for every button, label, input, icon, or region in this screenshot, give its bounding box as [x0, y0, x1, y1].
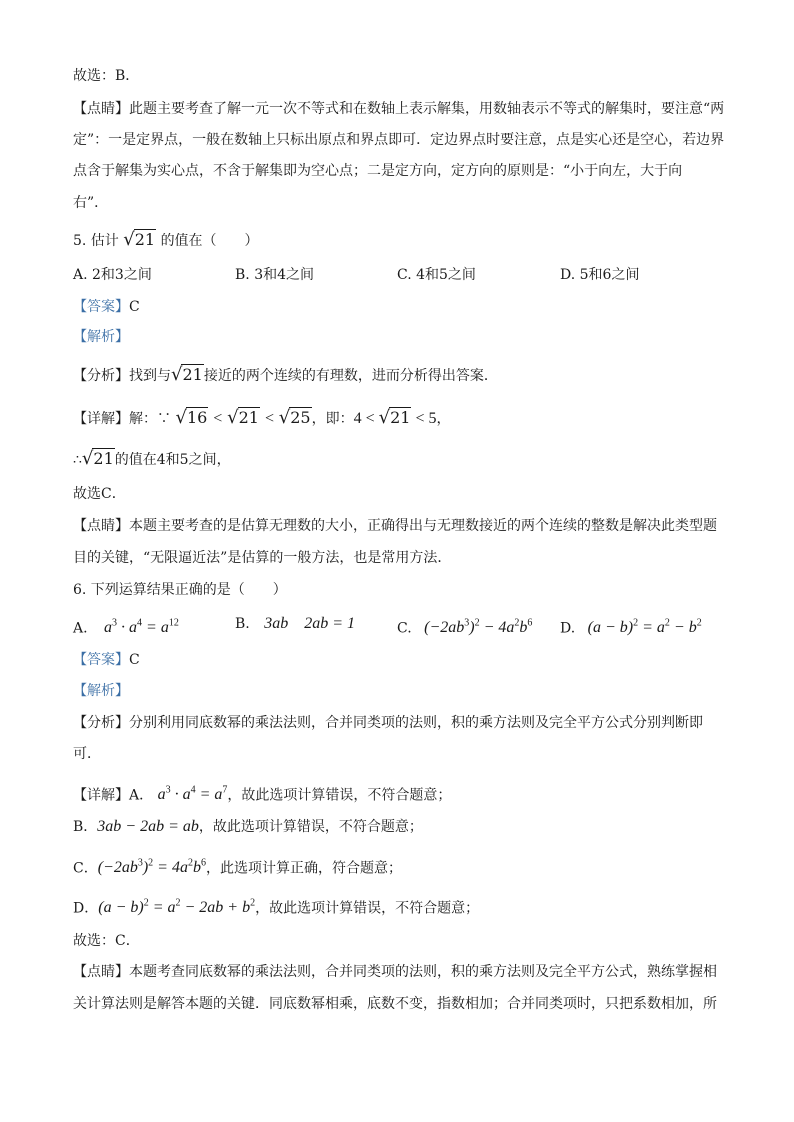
analysis-tag: 【解析】	[73, 683, 129, 699]
solution-line: 【详解】解：∵ √16 < √21 < √25，即：4 < √21 < 5，	[73, 407, 451, 428]
sqrt-expression: √16	[175, 407, 208, 428]
solution-line: ∴√21的值在4和5之间，	[73, 448, 231, 469]
text-line: 故选C．	[73, 486, 126, 502]
answer-line: 【答案】C	[73, 299, 140, 315]
option-c: C. $(-2ab^3)^2 - 4a^2b^6$	[397, 618, 533, 637]
option-d: D. $(a - b)^2 = a^2 - b^2$	[560, 618, 702, 637]
sqrt-expression: √21	[123, 229, 156, 250]
option-a: A. 2和3之间	[73, 267, 152, 283]
sqrt-expression: √21	[378, 407, 411, 428]
option-b: B. 3ab 2ab = 1	[235, 615, 356, 632]
sqrt-expression: √21	[171, 364, 203, 385]
sqrt-expression: √21	[227, 407, 259, 428]
text-line: 故选：C．	[73, 933, 140, 949]
text-line: 目的关键，“无限逼近法”是估算的一般方法，也是常用方法．	[73, 550, 452, 566]
answer-tag: 【答案】	[73, 652, 129, 668]
option-b: B. 3和4之间	[235, 267, 315, 283]
analysis-line: 【分析】找到与√21接近的两个连续的有理数，进而分析得出答案．	[73, 364, 498, 385]
option-d: D. 5和6之间	[560, 267, 640, 283]
text-line: 【点睛】此题主要考查了解一元一次不等式和在数轴上表示解集，用数轴表示不等式的解集时，要注意“两	[73, 101, 725, 117]
text-line: 可．	[73, 746, 101, 762]
text-line: 【点睛】本题主要考查的是估算无理数的大小，正确得出与无理数接近的两个连续的整数是解决此类型题	[73, 518, 717, 534]
analysis-tag: 【解析】	[73, 329, 129, 345]
text-line: 故选：B．	[73, 68, 140, 84]
sqrt-expression: √25	[278, 407, 311, 428]
solution-line: 【详解】A． $a^3 \cdot a^4 = a^7$，故此选项计算错误，不符合题意；	[73, 785, 452, 804]
text-line: 【分析】分别利用同底数幂的乘法法则，合并同类项的法则，积的乘方法则及完全平方公式分别判断即	[73, 715, 703, 731]
question-6-title: 6. 下列运算结果正确的是（ ）	[73, 582, 287, 598]
question-5-title: 5. 估计 √21 的值在（ ）	[73, 229, 259, 250]
text-line: 点含于解集为实心点，不含于解集即为空心点；二是定方向，定方向的原则是：“小于向左，大于向	[73, 163, 683, 179]
text-line: 定”：一是定界点，一般在数轴上只标出原点和界点即可．定边界点时要注意，点是实心还是空心，若边界	[73, 132, 725, 148]
sqrt-expression: √21	[81, 448, 114, 469]
text-line: 【点睛】本题考查同底数幂的乘法法则，合并同类项的法则，积的乘方法则及完全平方公式，熟练掌握相	[73, 964, 717, 980]
answer-tag: 【答案】	[73, 299, 129, 315]
option-a: A. $a^3 \cdot a^4 = a^{12}$	[73, 618, 179, 637]
solution-line: B．3ab − 2ab = ab，故此选项计算错误，不符合题意；	[73, 818, 423, 835]
text-line: 右”．	[73, 195, 109, 211]
point-tag: 【点睛】	[73, 101, 129, 117]
solution-line: D．$(a - b)^2 = a^2 - 2ab + b^2$，故此选项计算错误，不符合题意；	[73, 898, 480, 917]
text-line: 关计算法则是解答本题的关键．同底数幂相乘，底数不变，指数相加；合并同类项时，只把系数相加，所	[73, 996, 717, 1012]
answer-line: 【答案】C	[73, 652, 140, 668]
option-c: C. 4和5之间	[397, 267, 476, 283]
solution-line: C．$(-2ab^3)^2 = 4a^2b^6$，此选项计算正确，符合题意；	[73, 858, 402, 877]
